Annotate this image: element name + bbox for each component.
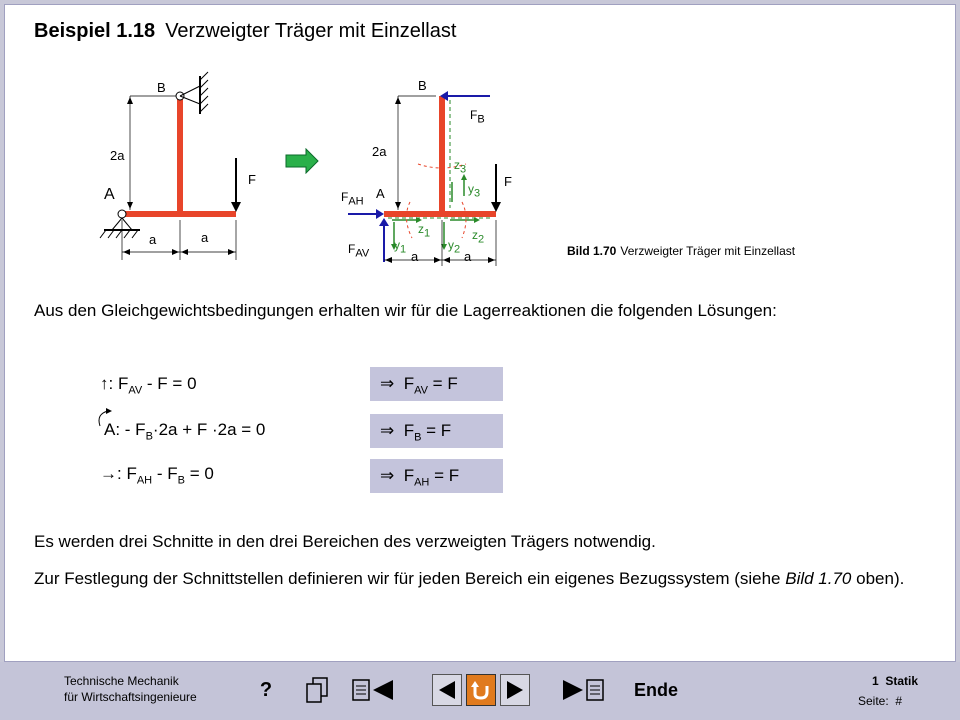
footer-page: Seite: # — [858, 694, 903, 708]
equation-moment: A: - $F_B\cdot 2a + F \cdot 2a = 0$ — [104, 420, 266, 443]
skip-forward-icon — [561, 676, 605, 704]
first-page-button[interactable] — [350, 674, 396, 706]
left-label-2a: 2a — [110, 148, 125, 163]
right-label-fah: $F_{AH}$ — [341, 190, 364, 208]
reference-text: Zur Festlegung der Schnittstellen definieren wir für jeden Bereich ein eigenes Bezugssystem (siehe Bild 1.70 oben). — [34, 569, 905, 588]
result-fav: ⇒ $F_{AV} = F$ — [370, 367, 503, 401]
label-y1: $y_1$ — [394, 238, 407, 256]
right-label-fb: $F_B$ — [470, 108, 485, 126]
right-label-2a: 2a — [372, 144, 387, 159]
left-figure — [90, 70, 250, 270]
result-fb: ⇒ $F_B = F$ — [370, 414, 503, 448]
right-label-b: B — [418, 78, 427, 93]
right-label-a: A — [376, 186, 385, 201]
right-label-a2: a — [464, 249, 472, 264]
right-figure — [340, 70, 520, 270]
equation-horizontal: →: $F_{AH} - F_B = 0$ — [100, 464, 214, 487]
arrow-left-icon — [435, 678, 459, 702]
contents-button[interactable] — [300, 674, 334, 706]
left-label-a1: a — [149, 232, 157, 247]
slide-title: Beispiel 1.18 Verzweigter Träger mit Einzellast — [34, 20, 457, 42]
label-y3: $y_3$ — [468, 182, 481, 200]
arrow-right-icon — [503, 678, 527, 702]
label-z1: $z_1$ — [418, 222, 431, 240]
label-z2: $z_2$ — [472, 228, 485, 246]
right-label-fav: $F_{AV}$ — [348, 242, 370, 260]
left-label-a: A — [104, 186, 115, 203]
label-z3: $z_3$ — [454, 158, 467, 176]
next-page-button[interactable] — [500, 674, 530, 706]
last-page-button[interactable] — [560, 674, 606, 706]
left-label-f: F — [248, 172, 256, 187]
left-label-a2: a — [201, 230, 209, 245]
support-a-pin — [118, 210, 126, 218]
back-button[interactable] — [466, 674, 496, 706]
left-label-b: B — [157, 80, 166, 95]
section-text: Es werden drei Schnitte in den drei Bereichen des verzweigten Trägers notwendig. — [34, 532, 656, 551]
footer-chapter: 1 Statik — [872, 674, 919, 688]
previous-page-button[interactable] — [432, 674, 462, 706]
transition-arrow-icon — [284, 148, 320, 174]
footer-course-line2: für Wirtschaftsingenieure — [64, 690, 197, 704]
figure-caption: Bild 1.70 Verzweigter Träger mit Einzellast — [567, 244, 796, 258]
return-arrow-icon — [469, 678, 493, 702]
documents-icon — [303, 676, 331, 704]
help-button[interactable]: ? — [259, 678, 273, 701]
right-label-a1: a — [411, 249, 419, 264]
intro-text: Aus den Gleichgewichtsbedingungen erhalten wir für die Lagerreaktionen die folgenden Lösungen: — [34, 301, 777, 320]
result-fah: ⇒ $F_{AH} = F$ — [370, 459, 503, 493]
label-y2: $y_2$ — [448, 238, 461, 256]
equation-vertical: ↑: $F_{AV} - F = 0$ — [100, 374, 197, 397]
right-label-f: F — [504, 174, 512, 189]
skip-back-icon — [351, 676, 395, 704]
footer-course-line1: Technische Mechanik — [64, 674, 179, 688]
end-button[interactable]: Ende — [633, 679, 678, 700]
